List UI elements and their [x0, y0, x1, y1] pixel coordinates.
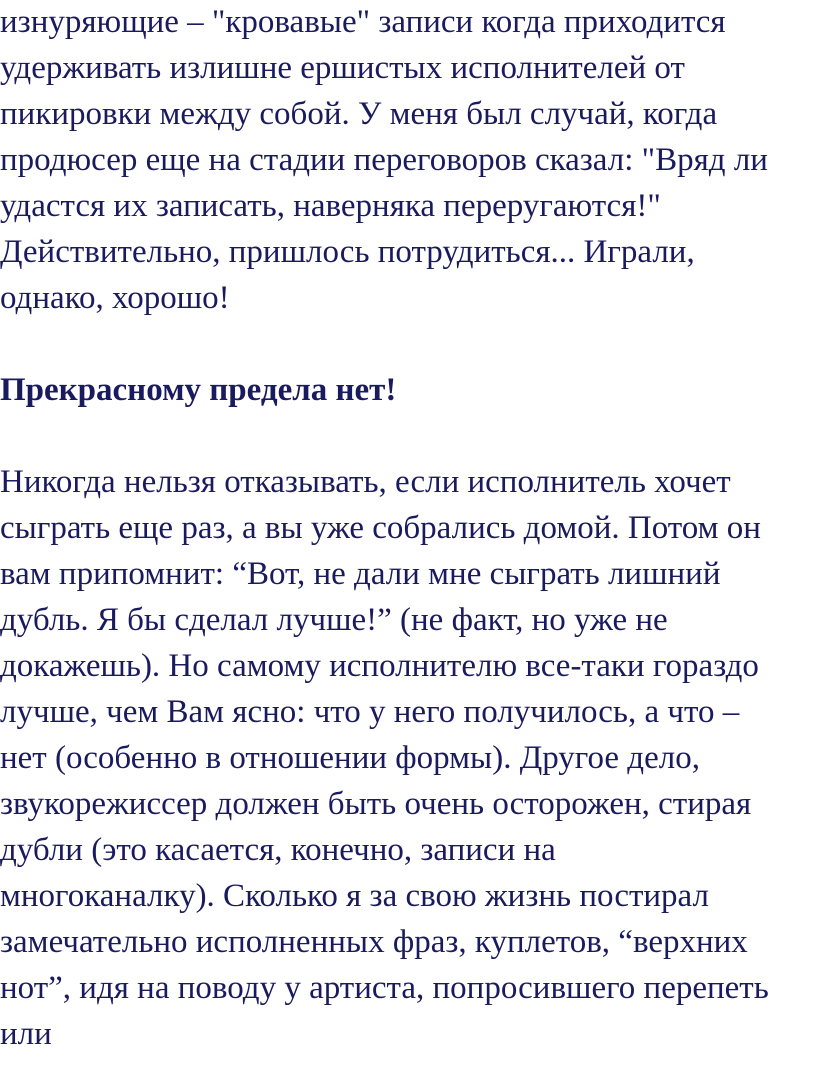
text-line: замечательно исполненных фраз, куплетов, “верхних [0, 924, 748, 960]
text-line: удерживать излишне ершистых исполнителей от [0, 50, 685, 86]
text-line: или [0, 1016, 52, 1052]
text-line: Действительно, пришлось потрудиться... Играли, [0, 234, 695, 270]
text-line: нот”, идя на поводу у артиста, попросившего перепеть [0, 970, 769, 1006]
text-line: удастся их записать, наверняка переругаются!" [0, 188, 661, 224]
text-line: дубли (это касается, конечно, записи на [0, 832, 556, 868]
text-line: изнуряющие – "кровавые" записи когда приходится [0, 4, 726, 40]
text-line: многоканалку). Сколько я за свою жизнь постирал [0, 878, 709, 914]
text-line: дубль. Я бы сделал лучше!” (не факт, но уже не [0, 602, 668, 638]
text-line: пикировки между собой. У меня был случай, когда [0, 96, 718, 132]
text-line: докажешь). Но самому исполнителю все-таки гораздо [0, 648, 759, 684]
text-line: сыграть еще раз, а вы уже собрались домой. Потом он [0, 510, 761, 546]
text-line: однако, хорошо! [0, 280, 230, 316]
text-line: Никогда нельзя отказывать, если исполнитель хочет [0, 464, 731, 500]
text-line: продюсер еще на стадии переговоров сказал: "Вряд ли [0, 142, 768, 178]
text-line: звукорежиссер должен быть очень осторожен, стирая [0, 786, 752, 822]
text-line: лучше, чем Вам ясно: что у него получилось, а что – [0, 694, 740, 730]
text-line: нет (особенно в отношении формы). Другое дело, [0, 740, 700, 776]
text-line: вам припомнит: “Вот, не дали мне сыграть лишний [0, 556, 721, 592]
section-heading: Прекрасному предела нет! [0, 372, 397, 408]
